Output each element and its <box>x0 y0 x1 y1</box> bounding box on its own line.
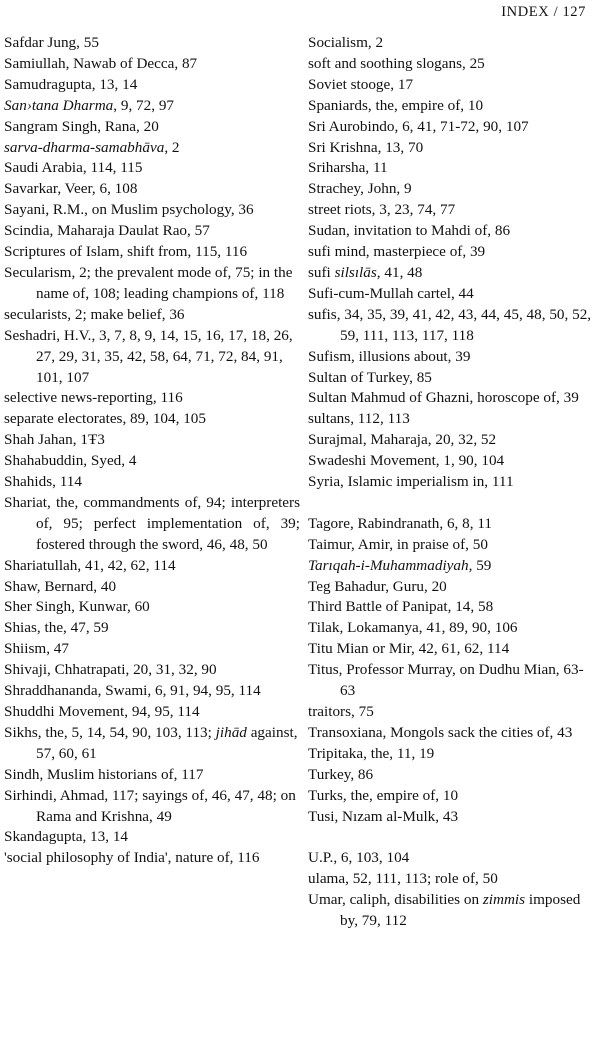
index-term-italic: San›tana Dharma <box>4 96 114 114</box>
index-term-italic: zimmis <box>482 891 526 909</box>
index-entry <box>4 221 300 242</box>
index-term-italic: sarva-dharma-samabhāva <box>4 138 165 156</box>
index-term: 'social philosophy of India', nature of, 116 <box>4 849 260 867</box>
index-term: Sufi-cum-Mullah cartel, 44 <box>308 284 474 302</box>
index-entry <box>308 179 596 200</box>
index-term: Shahids, 114 <box>4 473 82 491</box>
index-entry <box>4 117 300 138</box>
index-term: ulama, 52, 111, 113; role of, 50 <box>308 870 498 888</box>
index-entry <box>308 242 596 263</box>
index-term: sufi mind, masterpiece of, 39 <box>308 243 486 261</box>
index-term: Skandagupta, 13, 14 <box>4 828 129 846</box>
index-entry <box>308 54 596 75</box>
index-entry <box>308 305 596 347</box>
index-entry <box>308 744 596 765</box>
index-term: Shariatullah, 41, 42, 62, 114 <box>4 556 176 574</box>
index-term: Savarkar, Veer, 6, 108 <box>4 180 138 198</box>
index-entry <box>308 117 596 138</box>
index-entry <box>308 75 596 96</box>
index-entry <box>4 597 300 618</box>
index-term: Transoxiana, Mongols sack the cities of, 43 <box>308 723 573 741</box>
index-term: Strachey, John, 9 <box>308 180 412 198</box>
index-entry <box>4 388 300 409</box>
index-entry <box>4 33 300 54</box>
index-entry <box>4 409 300 430</box>
index-term: Sultan of Turkey, 85 <box>308 368 432 386</box>
index-entry <box>4 493 300 556</box>
index-term: Shivaji, Chhatrapati, 20, 31, 32, 90 <box>4 661 217 679</box>
index-term: Turkey, 86 <box>308 765 374 783</box>
index-entry <box>308 263 596 284</box>
index-entry <box>4 681 300 702</box>
index-term-italic: silsılās <box>334 263 377 281</box>
index-term: Sri Krishna, 13, 70 <box>308 138 424 156</box>
index-entry <box>308 702 596 723</box>
index-term: Secularism, 2; the prevalent mode of, 75; in the name of, 108; leading champions of, 118 <box>4 263 293 302</box>
index-term: Sriharsha, 11 <box>308 159 388 177</box>
index-term: Umar, caliph, disabilities on <box>308 891 483 909</box>
index-entry <box>4 305 300 326</box>
index-term: Saudi Arabia, 114, 115 <box>4 159 143 177</box>
index-entry <box>308 388 596 409</box>
index-term: Teg Bahadur, Guru, 20 <box>308 577 447 595</box>
index-term: Safdar Jung, 55 <box>4 34 99 51</box>
index-term: Sultan Mahmud of Ghazni, horoscope of, 39 <box>308 389 579 407</box>
index-term: Tusi, Nızam al-Mulk, 43 <box>308 807 459 825</box>
index-entry <box>4 96 300 117</box>
index-entry <box>4 786 300 828</box>
index-term: sufi <box>308 263 335 281</box>
index-entry <box>308 96 596 117</box>
index-entry <box>4 618 300 639</box>
index-entry <box>308 848 596 869</box>
index-term: Shias, the, 47, 59 <box>4 619 109 637</box>
index-entry <box>4 556 300 577</box>
index-page-refs: , 2 <box>164 138 180 156</box>
index-entry <box>4 430 300 451</box>
index-entry <box>308 807 596 828</box>
index-entry <box>308 409 596 430</box>
index-term: sufis, 34, 35, 39, 41, 42, 43, 44, 45, 48, 50, 52, 59, 111, 113, 117, 118 <box>308 305 592 344</box>
index-term: Titus, Professor Murray, on Dudhu Mian, 63-63 <box>308 661 584 700</box>
letter-section-gap <box>308 493 596 514</box>
index-term: Shaw, Bernard, 40 <box>4 577 117 595</box>
index-entry <box>308 451 596 472</box>
index-entry <box>308 577 596 598</box>
index-entry <box>308 597 596 618</box>
index-term: Sudan, invitation to Mahdi of, 86 <box>308 222 511 240</box>
index-entry <box>4 827 300 848</box>
index-term: Shariat, the, commandments of, 94; interpreters of, 95; perfect implementation of, 39; fostered through the sword, 46, 48, 50 <box>4 493 300 553</box>
index-term: Seshadri, H.V., 3, 7, 8, 9, 14, 15, 16, 17, 18, 26, 27, 29, 31, 35, 42, 58, 64, 71, 72, 84, 91, 101, 107 <box>4 326 293 386</box>
index-entry <box>4 660 300 681</box>
page-number: 127 <box>562 4 586 20</box>
index-term: Sirhindi, Ahmad, 117; sayings of, 46, 47, 48; on Rama and Krishna, 49 <box>4 786 296 825</box>
index-term: Scindia, Maharaja Daulat Rao, 57 <box>4 222 210 240</box>
index-entry <box>308 660 596 702</box>
index-page-refs: 59 <box>472 556 492 574</box>
index-term: Swadeshi Movement, 1, 90, 104 <box>308 452 505 470</box>
index-entry <box>4 472 300 493</box>
index-term: Sangram Singh, Rana, 20 <box>4 117 159 135</box>
index-entry <box>4 54 300 75</box>
index-entry <box>4 639 300 660</box>
index-term: Sikhs, the, 5, 14, 54, 90, 103, 113; <box>4 723 216 741</box>
index-entry <box>308 368 596 389</box>
index-term: Scriptures of Islam, shift from, 115, 116 <box>4 243 248 261</box>
index-term: Surajmal, Maharaja, 20, 32, 52 <box>308 431 497 449</box>
index-entry <box>308 869 596 890</box>
index-entry <box>308 158 596 179</box>
index-term: selective news-reporting, 116 <box>4 389 183 407</box>
index-entry <box>4 200 300 221</box>
index-entry <box>308 535 596 556</box>
index-term: Tilak, Lokamanya, 41, 89, 90, 106 <box>308 619 518 637</box>
index-entry <box>308 786 596 807</box>
index-term: Tripitaka, the, 11, 19 <box>308 744 435 762</box>
index-entry <box>4 451 300 472</box>
index-term: Spaniards, the, empire of, 10 <box>308 96 484 114</box>
index-page-refs: imposed by, 79, 112 <box>340 891 581 930</box>
index-entry <box>308 430 596 451</box>
index-term-italic: jihād <box>215 723 247 741</box>
index-column-right <box>308 33 596 932</box>
index-entry <box>4 723 300 765</box>
index-term: Shuddhi Movement, 94, 95, 114 <box>4 703 200 720</box>
header-separator: / <box>553 4 559 20</box>
index-term: Shahabuddin, Syed, 4 <box>4 452 137 470</box>
index-entry <box>4 848 300 869</box>
index-entry <box>4 765 300 786</box>
index-column-left <box>4 33 300 869</box>
index-term-italic: Tarıqah-i-Muhammadiyah, <box>308 556 473 574</box>
index-entry <box>4 702 300 723</box>
index-entry <box>4 326 300 389</box>
index-term: sultans, 112, 113 <box>308 410 410 428</box>
index-entry <box>308 33 596 54</box>
index-term: street riots, 3, 23, 74, 77 <box>308 201 456 219</box>
index-term: Samudragupta, 13, 14 <box>4 75 138 93</box>
index-term: Shah Jahan, 1Ŧ3 <box>4 431 105 449</box>
index-entry <box>4 75 300 96</box>
header-title: INDEX <box>501 4 550 20</box>
index-page-refs: , 41, 48 <box>376 263 423 281</box>
index-term: Third Battle of Panipat, 14, 58 <box>308 598 494 616</box>
index-entry <box>308 890 596 932</box>
index-entry <box>308 284 596 305</box>
index-term: secularists, 2; make belief, 36 <box>4 305 185 323</box>
index-entry <box>308 200 596 221</box>
index-term: Sri Aurobindo, 6, 41, 71-72, 90, 107 <box>308 117 529 135</box>
index-term: separate electorates, 89, 104, 105 <box>4 410 206 428</box>
index-term: Turks, the, empire of, 10 <box>308 786 459 804</box>
index-term: Shiism, 47 <box>4 640 69 658</box>
index-entry <box>4 138 300 159</box>
index-entry <box>308 472 596 493</box>
index-entry <box>308 347 596 368</box>
index-entry <box>4 158 300 179</box>
index-term: Syria, Islamic imperialism in, 111 <box>308 473 514 491</box>
index-term: Taimur, Amir, in praise of, 50 <box>308 535 488 553</box>
index-entry <box>308 556 596 577</box>
index-entry <box>4 242 300 263</box>
index-entry <box>4 179 300 200</box>
running-header <box>501 4 586 21</box>
index-term: Sindh, Muslim historians of, 117 <box>4 765 204 783</box>
index-entry <box>4 577 300 598</box>
index-term: Sayani, R.M., on Muslim psychology, 36 <box>4 201 254 219</box>
index-entry <box>4 263 300 305</box>
index-entry <box>308 639 596 660</box>
index-page-refs: , 9, 72, 97 <box>113 96 175 114</box>
index-entry <box>308 723 596 744</box>
index-term: soft and soothing slogans, 25 <box>308 54 485 72</box>
index-term: Socialism, 2 <box>308 34 384 51</box>
index-entry <box>308 221 596 242</box>
index-term: Soviet stooge, 17 <box>308 75 414 93</box>
index-entry <box>308 138 596 159</box>
index-term: U.P., 6, 103, 104 <box>308 849 410 867</box>
index-term: Shraddhananda, Swami, 6, 91, 94, 95, 114 <box>4 682 261 700</box>
index-term: traitors, 75 <box>308 702 374 720</box>
index-entry <box>308 514 596 535</box>
index-page-refs: against, 57, 60, 61 <box>36 723 298 762</box>
index-term: Sher Singh, Kunwar, 60 <box>4 598 150 616</box>
index-entry <box>308 618 596 639</box>
index-term: Samiullah, Nawab of Decca, 87 <box>4 54 198 72</box>
letter-section-gap <box>308 827 596 848</box>
index-term: Sufism, illusions about, 39 <box>308 347 471 365</box>
index-entry <box>308 765 596 786</box>
index-term: Titu Mian or Mir, 42, 61, 62, 114 <box>308 640 510 658</box>
index-term: Tagore, Rabindranath, 6, 8, 11 <box>308 514 492 532</box>
